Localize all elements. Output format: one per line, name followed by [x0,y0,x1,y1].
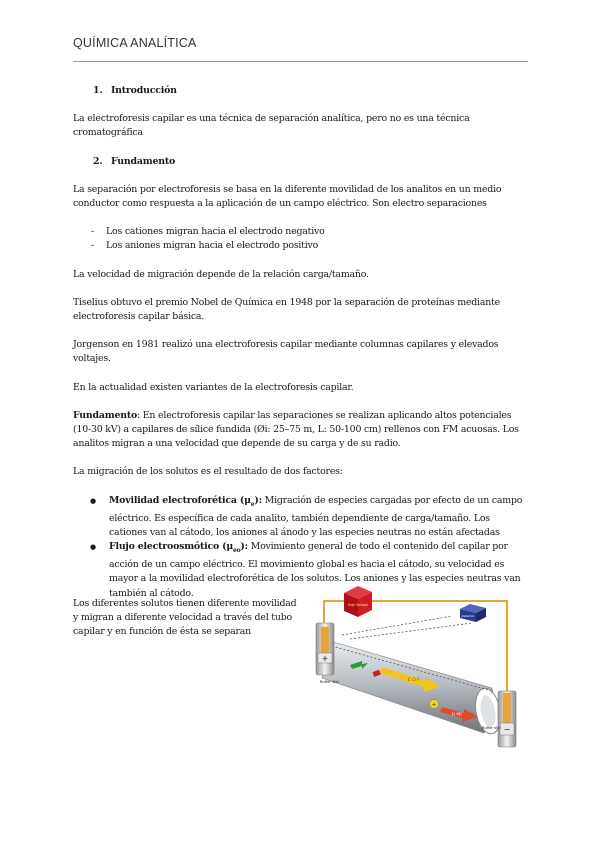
section-heading-fundamento [93,155,530,169]
paragraph: Jorgenson en 1981 realizó una electroforesis capilar mediante columnas capilares y elevados voltajes. [73,339,499,365]
list-item: - Los aniones migran hacia el electrodo positivo [73,239,530,253]
bullet-text: Movimiento general de todo el contenido del capilar por acción de un campo eléctrico. El movimiento global es hacia el cátodo, su velocidad es mayor a la movilidad electroforética de los solutos. Los aniones y las especies neutras van también al cátodo. [109,541,521,599]
section-number: 1. [93,85,103,96]
section-number: 2. [93,155,103,167]
bullet-text: Migración de especies cargadas por efecto de un campo eléctrico. Es específica de cada analito, también dependiente de carga/tamaño. Los cationes van al cátodo, los aniones al ánodo y las especies neutras no están afectadas [109,494,523,538]
paragraph: Tiselius obtuvo el premio Nobel de Química en 1948 por la separación de proteínas mediante electroforesis capilar básica. [73,296,500,323]
left-electrode-sign: + [321,654,329,663]
paragraph: La separación por electroforesis se basa en la diferente movilidad de los analitos en un medio conductor como respuesta a la aplicación de un campo eléctrico. Son electro separaciones [73,183,502,210]
detector-label: Detector [461,614,475,618]
eof-label: E O F [408,678,420,683]
high-voltage-box [344,586,372,617]
dash-list [73,225,530,253]
cation-plus: + [431,701,437,709]
list-item: - Los cationes migran hacia el electrodo negativo [73,225,530,239]
right-electrode-sign: − [503,725,511,734]
paragraph: La velocidad de migración depende de la relación carga/tamaño. [73,268,369,280]
document-body [73,84,530,609]
section-title: Fundamento [111,155,176,167]
right-buffer-label: Buffer Vial [482,726,501,730]
bullet-label: Flujo electroosmótico $(\mu_{eo})$: [109,541,248,555]
bold-label: Fundamento [73,409,138,421]
figure-caption-paragraph: Los diferentes solutos tienen diferente movilidad y migran a diferente velocidad a través del tubo capilar y en función de ésta se separan [73,598,297,638]
hv-label: High Voltage [347,603,369,607]
bullet-label: Movilidad electroforética $(\mu_e)$: [109,494,262,508]
intro-paragraph: La electroforesis capilar es una técnica de separación analítica, pero no es una técnica cromatográfica [73,113,470,139]
header-rule [73,61,528,62]
mu-ep-label: μ ep [452,712,462,717]
capillary-electrophoresis-diagram [302,583,530,751]
paragraph-text: : En electroforesis capilar las separaciones se realizan aplicando altos potenciales (10-30 kV) a capilares de sílice fundida (Øi: 25–75 m, L: 50-100 cm) rellenos con FM acuosas. Los analitos migran a una velocidad que depende de su carga y de su radio. [73,409,519,450]
list-item [73,494,530,540]
paragraph: La migración de los solutos es el resultado de dos factores: [73,466,343,478]
page-header: QUÍMICA ANALÍTICA [73,36,197,50]
section-title: Introducción [111,85,177,96]
left-buffer-label: Buffer Vial [320,680,339,684]
paragraph-fundamento [73,409,530,452]
detector-box [460,604,486,622]
section-heading-intro [93,84,530,98]
paragraph: En la actualidad existen variantes de la electroforesis capilar. [73,381,354,393]
